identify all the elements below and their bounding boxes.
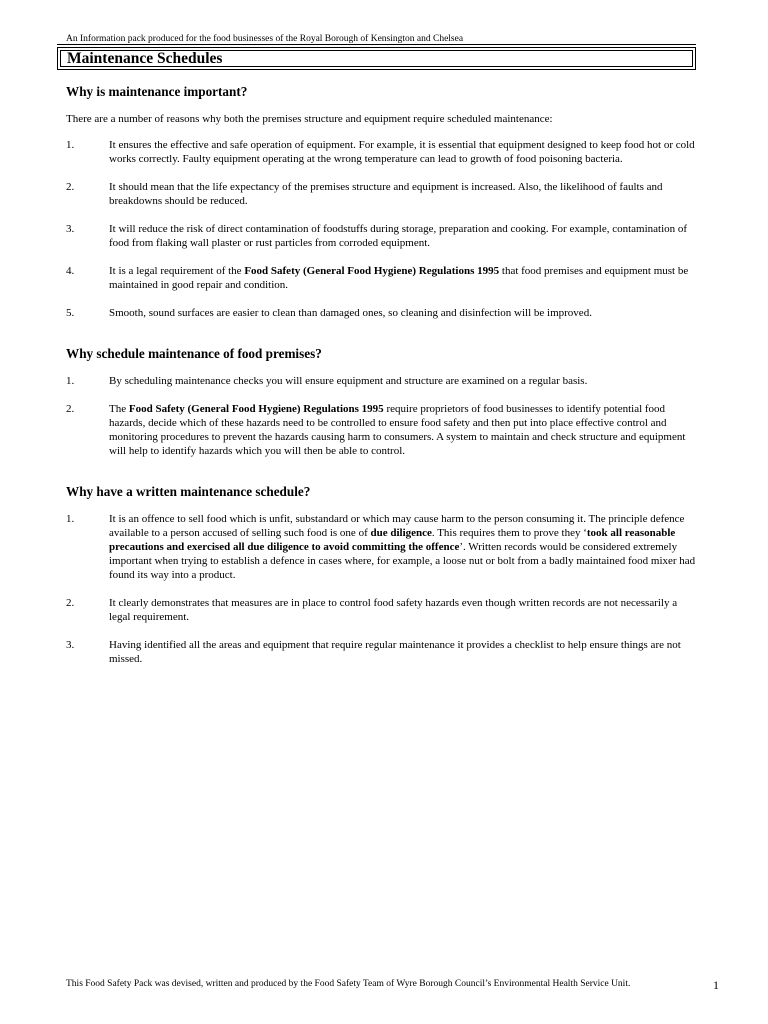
list-text-part: It ensures the effective and safe operation of equipment. For example, it is essential that equipment designed to keep food hot or cold works correctly. Faulty equipment operating at the wrong temperature can lead to growth of food poisoning bacteria. — [109, 139, 695, 165]
list-number: 1. — [66, 513, 75, 525]
reasons-list — [66, 138, 696, 320]
written-reasons-list — [66, 512, 696, 666]
list-text-part: It will reduce the risk of direct contamination of foodstuffs during storage, preparation and cooking. For example, contamination of food from flaking wall plaster or rust particles from corroded equipment. — [109, 223, 688, 249]
section-why-written — [66, 484, 696, 666]
section-why-schedule — [66, 346, 696, 458]
list-item — [66, 638, 696, 666]
section-heading: Why is maintenance important? — [66, 84, 248, 99]
list-text — [109, 596, 696, 624]
list-item — [66, 512, 696, 582]
list-number: 5. — [66, 307, 75, 319]
list-text-part: Smooth, sound surfaces are easier to clean than damaged ones, so cleaning and disinfection will be improved. — [109, 307, 592, 319]
list-item — [66, 222, 696, 250]
list-number: 2. — [66, 181, 75, 193]
list-text-part: It is a legal requirement of the — [109, 265, 245, 277]
list-text — [109, 222, 696, 250]
list-number: 1. — [66, 375, 75, 387]
list-text-part: require proprietors of food businesses to identify potential food hazards, decide which of these hazards need to be controlled to ensure food safety and then put into place effective control and monitoring procedures to prevent the hazards causing harm to consumers. A system to maintain and check structure and equipment will help to identify hazards which you will then be able to control. — [109, 403, 686, 457]
page-title: Maintenance Schedules — [60, 50, 693, 67]
list-number: 2. — [66, 403, 75, 415]
list-item — [66, 306, 696, 320]
list-text-part: that food premises and equipment must be maintained in good repair and condition. — [109, 265, 689, 291]
list-text — [109, 374, 696, 388]
list-text-part: It clearly demonstrates that measures are in place to control food safety hazards even though written records are not necessarily a legal requirement. — [109, 597, 678, 623]
list-number: 2. — [66, 597, 75, 609]
list-number: 4. — [66, 265, 75, 277]
section-heading: Why have a written maintenance schedule? — [66, 484, 311, 499]
title-box — [57, 47, 696, 70]
section-why-important — [66, 84, 696, 320]
footer-credit: This Food Safety Pack was devised, written and produced by the Food Safety Team of Wyre Borough Council’s Environmental Health Service Unit. — [66, 979, 631, 989]
publisher-header: An Information pack produced for the food businesses of the Royal Borough of Kensington and Chelsea — [66, 34, 464, 44]
regulation-name: Food Safety (General Food Hygiene) Regulations 1995 — [244, 265, 500, 277]
list-text — [109, 306, 696, 320]
list-number: 1. — [66, 139, 75, 151]
list-item — [66, 402, 696, 458]
list-text-part: Having identified all the areas and equipment that require regular maintenance it provides a checklist to help ensure things are not missed. — [109, 639, 681, 665]
list-number: 3. — [66, 639, 75, 651]
section-intro: There are a number of reasons why both the premises structure and equipment require scheduled maintenance: — [66, 113, 553, 125]
list-item — [66, 180, 696, 208]
section-heading: Why schedule maintenance of food premises? — [66, 346, 322, 361]
list-text — [109, 138, 696, 166]
list-number: 3. — [66, 223, 75, 235]
list-text — [109, 264, 696, 292]
list-text — [109, 402, 696, 458]
list-item — [66, 138, 696, 166]
list-text — [109, 180, 696, 208]
due-diligence-term: due diligence — [370, 527, 432, 539]
page-number: 1 — [713, 978, 719, 992]
quoted-requirement: took all reasonable precautions and exercised all due diligence to avoid committing the offence — [109, 527, 676, 553]
list-text-part: The — [109, 403, 129, 415]
schedule-reasons-list — [66, 374, 696, 458]
list-item — [66, 264, 696, 292]
list-item — [66, 596, 696, 624]
list-text-part: It is an offence to sell food which is unfit, substandard or which may cause harm to the person consuming it. The principle defence available to a person accused of selling such food is one of — [109, 513, 685, 539]
list-text — [109, 638, 696, 666]
list-text-part: . This requires them to prove they ‘ — [431, 527, 587, 539]
list-text-part: By scheduling maintenance checks you will ensure equipment and structure are examined on a regular basis. — [109, 375, 588, 387]
main-content — [66, 84, 696, 666]
list-text-part: ’. Written records would be considered extremely important when trying to establish a defence in cases where, for example, a loose nut or bolt from a badly maintained food mixer had found its way into a product. — [109, 541, 696, 581]
header-rule — [57, 44, 696, 45]
list-text-part: It should mean that the life expectancy of the premises structure and equipment is increased. Also, the likelihood of faults and breakdowns should be reduced. — [109, 181, 663, 207]
regulation-name: Food Safety (General Food Hygiene) Regulations 1995 — [128, 403, 384, 415]
list-item — [66, 374, 696, 388]
list-text — [109, 512, 696, 582]
